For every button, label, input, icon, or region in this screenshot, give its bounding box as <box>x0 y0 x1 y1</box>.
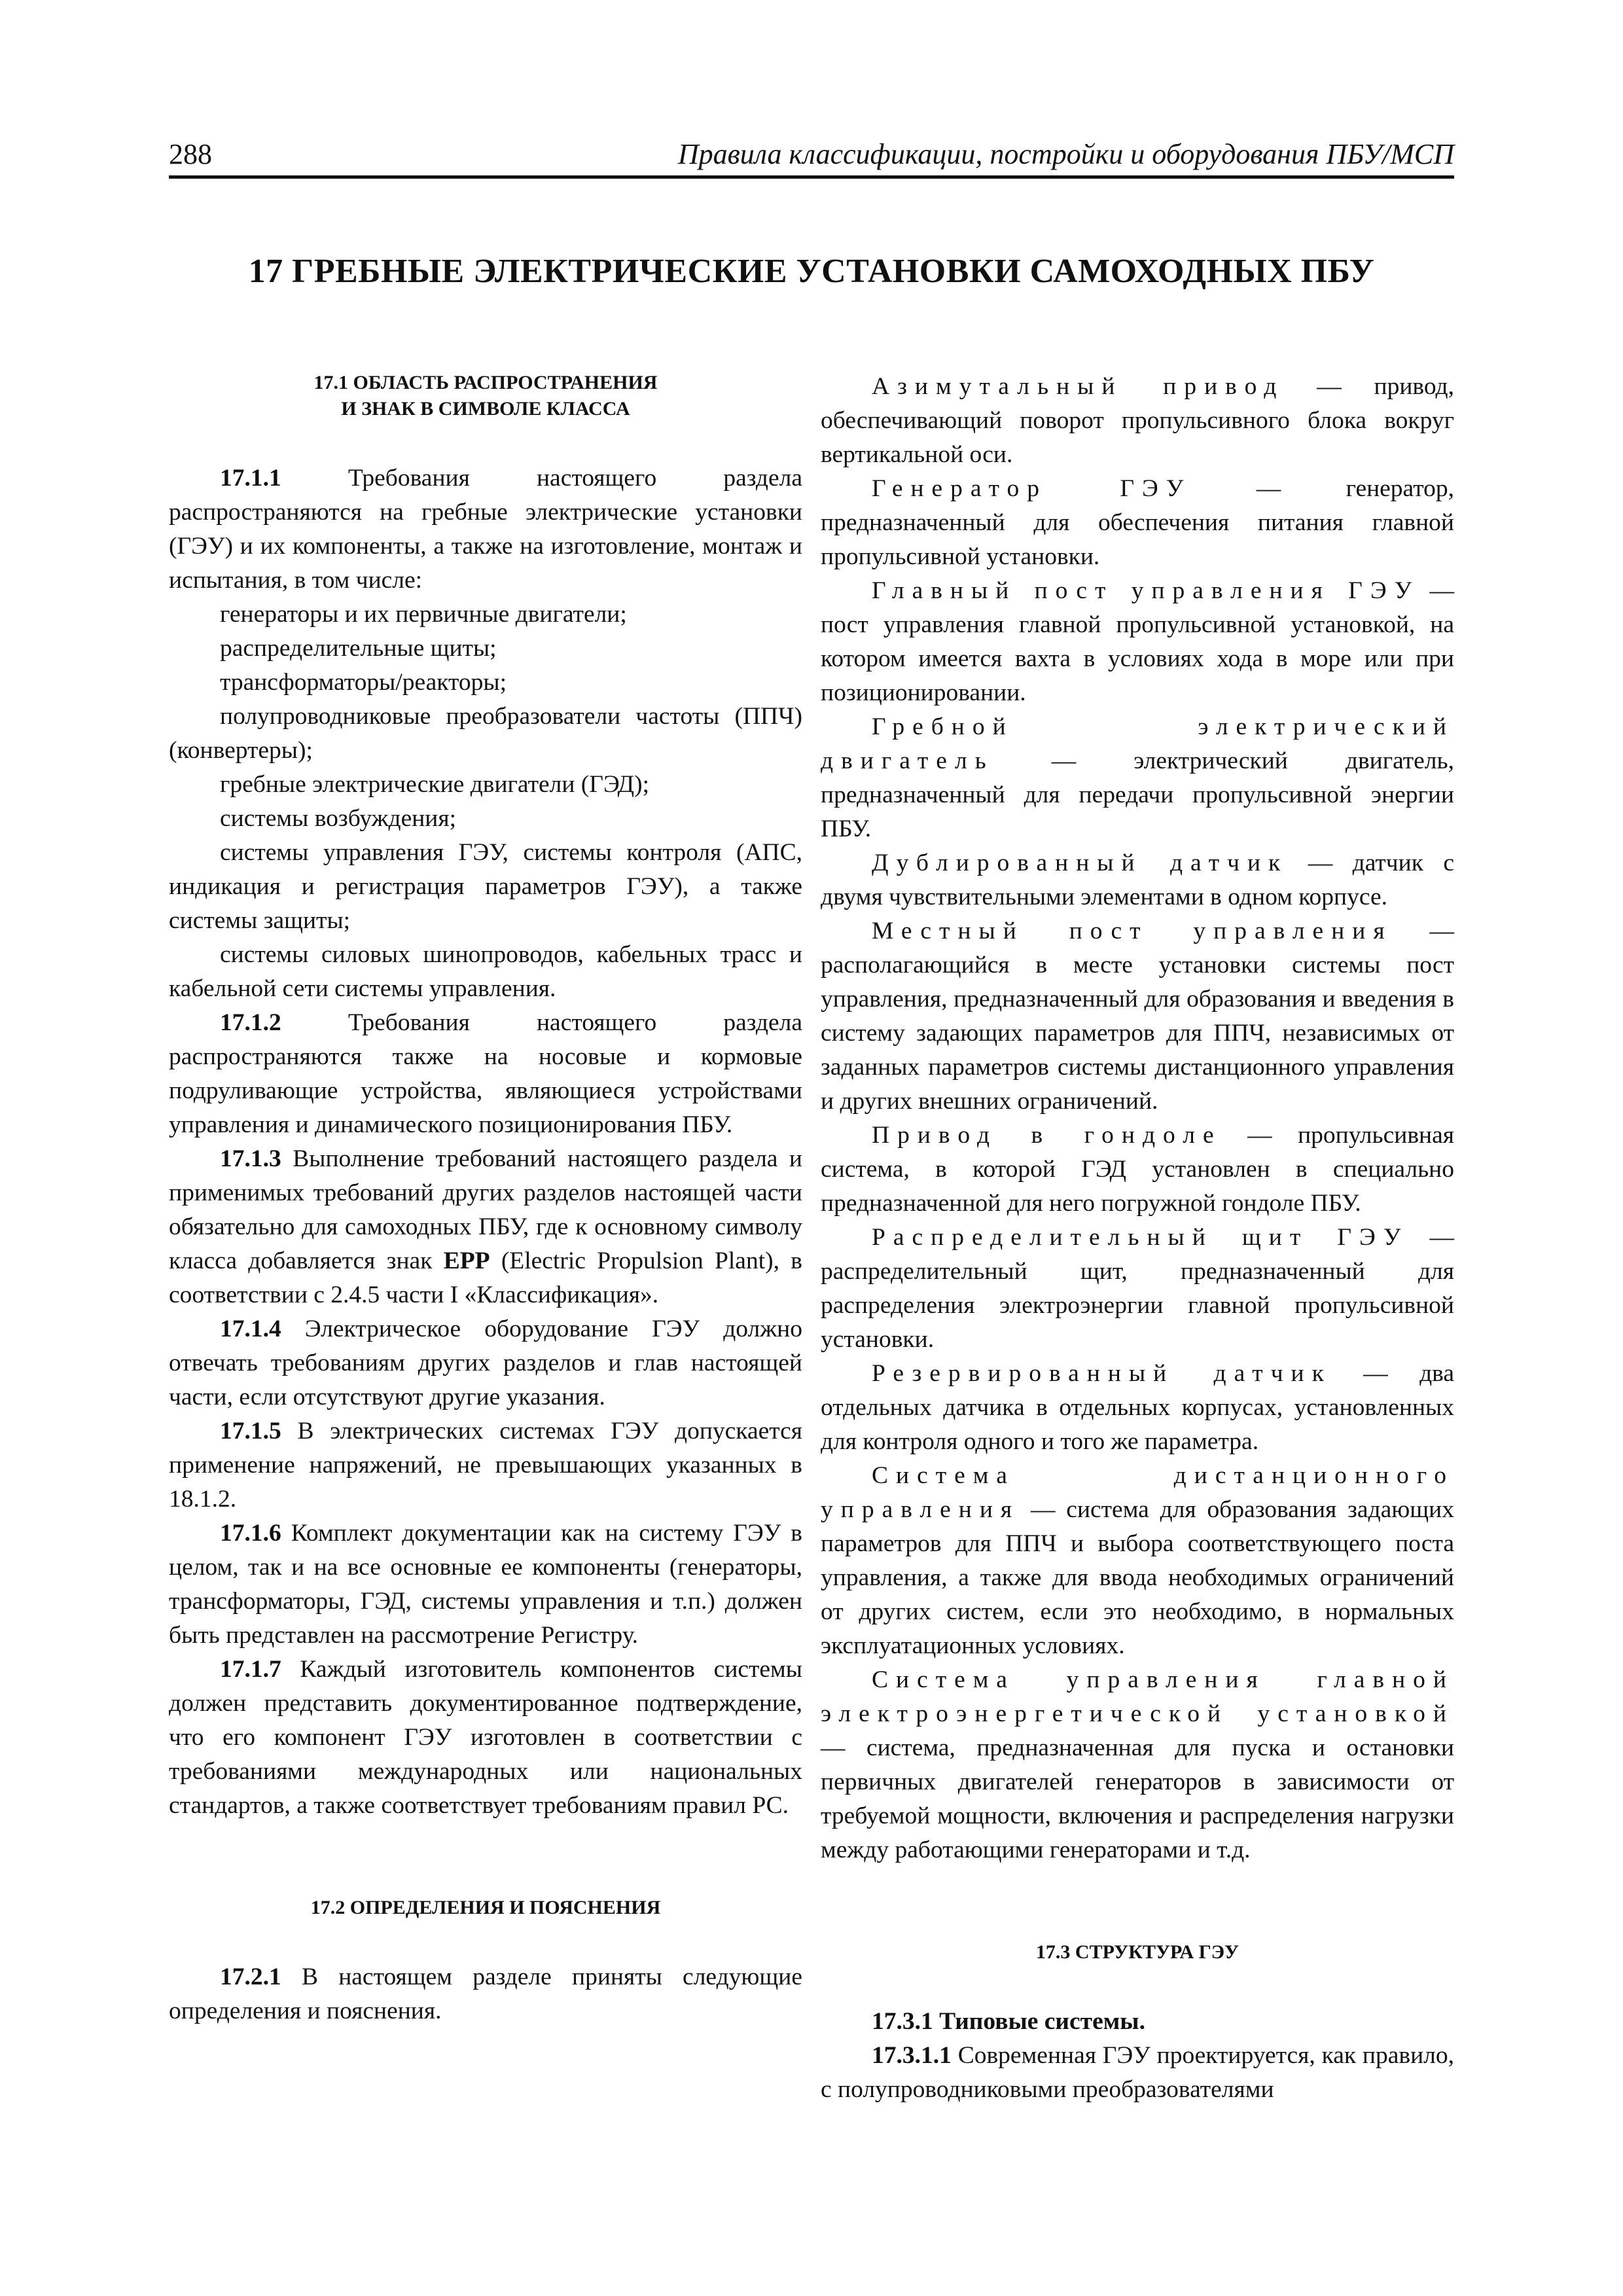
left-column <box>169 370 802 2028</box>
clause-number: 17.1.1 <box>220 465 281 492</box>
paragraph-17-1-6 <box>169 1516 802 1653</box>
paragraph-17-1-1 <box>169 461 802 598</box>
list-item: системы управления ГЭУ, системы контроля (АПС, индикация и регистрация параметров ГЭУ), а также системы защиты; <box>169 839 802 934</box>
clause-number: 17.3.1.1 <box>872 2042 952 2069</box>
definition-text: — располагающийся в месте установки системы пост управления, предназначенный для образования и введения в систему задающих параметров для ППЧ, независимых от заданных параметров системы дистанционного управления и других внешних ограничений. <box>821 918 1454 1115</box>
definition <box>821 574 1454 710</box>
definition-text: — система, предназначенная для пуска и остановки первичных двигателей генераторов в зависимости от требуемой мощности, включения и распределения нагрузки между работающими генераторами и т.д. <box>821 1734 1454 1863</box>
paragraph-text: Электрическое оборудование ГЭУ должно отвечать требованиям других разделов и глав настоящей части, если отсутствуют другие указания. <box>169 1316 802 1410</box>
definition-term: Распределительный щит ГЭУ <box>872 1224 1409 1251</box>
definition-term: Гребной электрический двигатель <box>821 713 1454 774</box>
paragraph-17-1-7 <box>169 1653 802 1823</box>
definition-term: Система управления главной электроэнергетической установкой <box>821 1666 1454 1727</box>
list-item: генераторы и их первичные двигатели; <box>220 601 627 628</box>
definition-text: — два отдельных датчика в отдельных корпусах, установленных для контроля одного и того же параметра. <box>821 1360 1455 1455</box>
chapter-title: 17 ГРЕБНЫЕ ЭЛЕКТРИЧЕСКИЕ УСТАНОВКИ САМОХОДНЫХ ПБУ <box>248 253 1375 290</box>
section-heading-17-1 <box>169 370 802 422</box>
definition <box>821 1119 1454 1221</box>
paragraph-text: Требования настоящего раздела распространяются также на носовые и кормовые подруливающие устройства, являющиеся устройствами управления и динамического позиционирования ПБУ. <box>169 1009 802 1138</box>
paragraph-text: В настоящем разделе приняты следующие определения и пояснения. <box>169 1964 802 2024</box>
page-number: 288 <box>169 138 212 170</box>
definition-text: — электрический двигатель, предназначенный для передачи пропульсивной энергии ПБУ. <box>821 747 1454 842</box>
clause-number: 17.1.6 <box>220 1520 281 1547</box>
definition-term: Местный пост управления <box>872 918 1393 944</box>
paragraph-text: Выполнение требований настоящего раздела и применимых требований других разделов настоящей части обязательно для самоходных ПБУ, где к основному символу класса добавляется знак <box>169 1145 802 1274</box>
list-item: трансформаторы/реакторы; <box>220 669 507 696</box>
clause-number: 17.2.1 <box>220 1964 281 1990</box>
paragraph-text: Каждый изготовитель компонентов системы должен представить документированное подтверждение, что его компонент ГЭУ изготовлен в соответствии с требованиями международных или национальных стандартов, а также соответствует требованиям правил РС. <box>169 1656 802 1819</box>
definition-term: Азимутальный привод <box>872 373 1285 400</box>
clause-number: 17.1.5 <box>220 1418 281 1444</box>
definition <box>821 370 1454 472</box>
section-heading-17-3: 17.3 СТРУКТУРА ГЭУ <box>1035 1941 1240 1963</box>
definition <box>821 1459 1454 1663</box>
definition-term: Главный пост управления ГЭУ <box>872 577 1420 604</box>
definition-text: — генератор, предназначенный для обеспечения питания главной пропульсивной установки. <box>821 475 1454 570</box>
list-item: полупроводниковые преобразователи частоты (ППЧ) (конвертеры); <box>169 703 802 764</box>
section-heading-17-2: 17.2 ОПРЕДЕЛЕНИЯ И ПОЯСНЕНИЯ <box>310 1897 661 1918</box>
paragraph-17-1-3 <box>169 1142 802 1312</box>
section-heading-line: 17.1 ОБЛАСТЬ РАСПРОСТРАНЕНИЯ <box>313 372 658 393</box>
paragraph-17-1-2 <box>169 1006 802 1142</box>
definition-text: — пост управления главной пропульсивной установкой, на котором имеется вахта в условиях хода в море или при позиционировании. <box>821 577 1454 706</box>
clause-number: 17.1.2 <box>220 1009 281 1036</box>
definition-term: Дублированный датчик <box>872 850 1289 876</box>
definition-term: Резервированный датчик <box>872 1360 1332 1387</box>
list-item: системы силовых шинопроводов, кабельных трасс и кабельной сети системы управления. <box>169 941 802 1002</box>
list-item: распределительные щиты; <box>220 635 497 662</box>
definition <box>821 1221 1454 1357</box>
list-item: системы возбуждения; <box>220 805 457 832</box>
running-title: Правила классификации, постройки и оборудования ПБУ/МСП <box>677 138 1454 170</box>
definition <box>821 710 1454 846</box>
definition <box>821 1357 1454 1459</box>
right-column <box>821 370 1454 2107</box>
definition <box>821 1663 1454 1867</box>
paragraph-text: (Electric Propulsion Plant), в соответствии с 2.4.5 части I «Классификация». <box>169 1247 802 1308</box>
paragraph-text: Современная ГЭУ проектируется, как правило, с полупроводниковыми преобразователями <box>821 2042 1454 2103</box>
paragraph-17-1-4 <box>169 1312 802 1414</box>
definition-text: — система для образования задающих параметров для ППЧ и выбора соответствующего поста управления, а также для ввода необходимых ограничений от других систем, если это необходимо, в нормальных эксплуатационных условиях. <box>821 1496 1454 1659</box>
list-item: гребные электрические двигатели (ГЭД); <box>220 771 650 798</box>
paragraph-text: В электрических системах ГЭУ допускается применение напряжений, не превышающих указанных в 18.1.2. <box>169 1418 802 1513</box>
definition-term: Генератор ГЭУ <box>872 475 1192 502</box>
paragraph-text: Комплект документации как на систему ГЭУ в целом, так и на все основные ее компоненты (генераторы, трансформаторы, ГЭД, системы управления и т.п.) должен быть представлен на рассмотрение Регистру. <box>169 1520 802 1649</box>
definition-text: — привод, обеспечивающий поворот пропульсивного блока вокруг вертикальной оси. <box>821 373 1454 468</box>
epp-mark: EPP <box>443 1247 490 1274</box>
definition-term: Привод в гондоле <box>872 1122 1222 1149</box>
clause-number: 17.1.4 <box>220 1316 281 1342</box>
paragraph-17-2-1 <box>169 1960 802 2028</box>
clause-number: 17.1.3 <box>220 1145 281 1172</box>
definition <box>821 914 1454 1119</box>
definition-term: Система дистанционного управления <box>821 1462 1454 1523</box>
paragraph-17-1-5 <box>169 1414 802 1516</box>
clause-number: 17.1.7 <box>220 1656 281 1683</box>
definition <box>821 472 1454 574</box>
definition-text: — датчик с двумя чувствительными элементами в одном корпусе. <box>821 850 1454 910</box>
paragraph-17-3-1-1 <box>821 2039 1454 2107</box>
header-rule <box>169 175 1454 179</box>
definition-text: — пропульсивная система, в которой ГЭД установлен в специально предназначенной для него погружной гондоле ПБУ. <box>821 1122 1455 1217</box>
paragraph-text: Требования настоящего раздела распространяются на гребные электрические установки (ГЭУ) и их компоненты, а также на изготовление, монтаж и испытания, в том числе: <box>169 465 802 594</box>
definition-text: — распределительный щит, предназначенный для распределения электроэнергии главной пропульсивной установки. <box>821 1224 1454 1353</box>
section-heading-line: И ЗНАК В СИМВОЛЕ КЛАССА <box>341 398 630 420</box>
definition <box>821 846 1454 914</box>
subsection-heading-17-3-1: 17.3.1 Типовые системы. <box>872 2008 1145 2035</box>
definitions-list <box>821 370 1454 1867</box>
